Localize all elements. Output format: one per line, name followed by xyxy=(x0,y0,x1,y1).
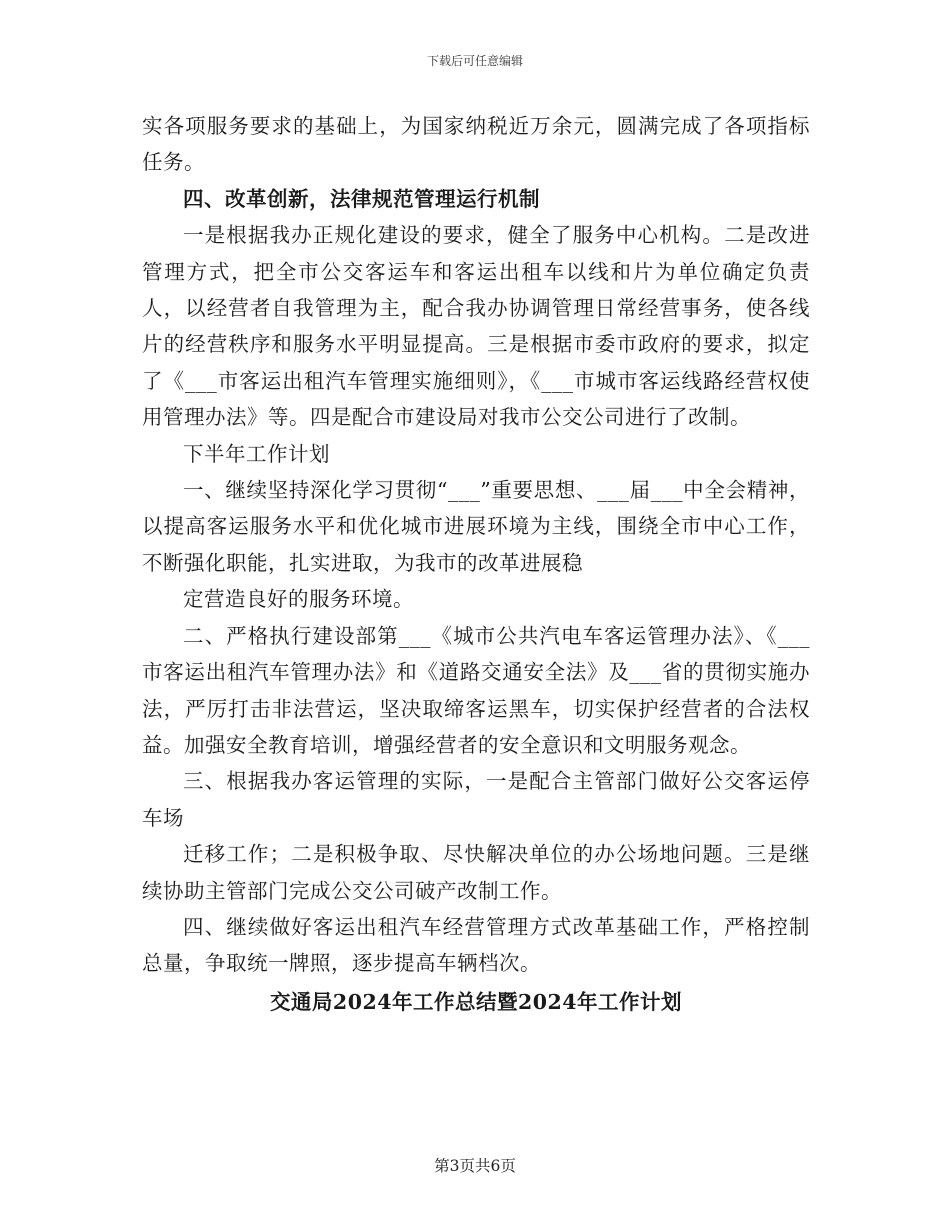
page-number: 第3页共6页 xyxy=(434,1157,516,1175)
paragraph-continued: 实各项服务要求的基础上，为国家纳税近万余元，圆满完成了各项指标任务。 xyxy=(142,114,810,175)
page-header: 下载后可任意编辑 xyxy=(426,54,523,68)
section-heading-plan: 下半年工作计划 xyxy=(183,441,330,466)
plan-item-1-continued: 定营造良好的服务环境。 xyxy=(183,587,414,612)
section-heading-reform: 四、改革创新，法律规范管理运行机制 xyxy=(183,186,540,211)
document-title: 交通局2024年工作总结暨2024年工作计划 xyxy=(269,989,683,1014)
paragraph-reform-details: 一是根据我办正规化建设的要求，健全了服务中心机构。二是改进管理方式，把全市公交客运车和客运出租车以线和片为单位确定负责人，以经营者自我管理为主，配合我办协调管理日常经营事务，使各线片的经营秩序和服务水平明显提高。三是根据市委市政府的要求，拟定了《___市客运出租汽车管理实施细则》，《___市城市客运线路经营权使用管理办法》等。四是配合市建设局对我市公交公司进行了改制。 xyxy=(142,223,810,430)
plan-item-4: 四、继续做好客运出租汽车经营管理方式改革基础工作，严格控制总量，争取统一牌照，逐步提高车辆档次。 xyxy=(142,914,810,976)
document-body xyxy=(142,108,810,1020)
plan-item-2: 二、严格执行建设部第___《城市公共汽电车客运管理办法》、《___市客运出租汽车管理办法》和《道路交通安全法》及___省的贯彻实施办法，严厉打击非法营运，坚决取缔客运黑车，切实保护经营者的合法权益。加强安全教育培训，增强经营者的安全意识和文明服务观念。 xyxy=(142,623,810,757)
plan-item-3: 三、根据我办客运管理的实际，一是配合主管部门做好公交客运停车场 xyxy=(142,769,810,830)
plan-item-3-continued: 迁移工作；二是积极争取、尽快解决单位的办公场地问题。三是继续协助主管部门完成公交公司破产改制工作。 xyxy=(142,842,810,903)
plan-item-1: 一、继续坚持深化学习贯彻“___”重要思想、___届___中全会精神，以提高客运服务水平和优化城市进展环境为主线，围绕全市中心工作，不断强化职能，扎实进取，为我市的改革进展稳 xyxy=(142,478,810,575)
